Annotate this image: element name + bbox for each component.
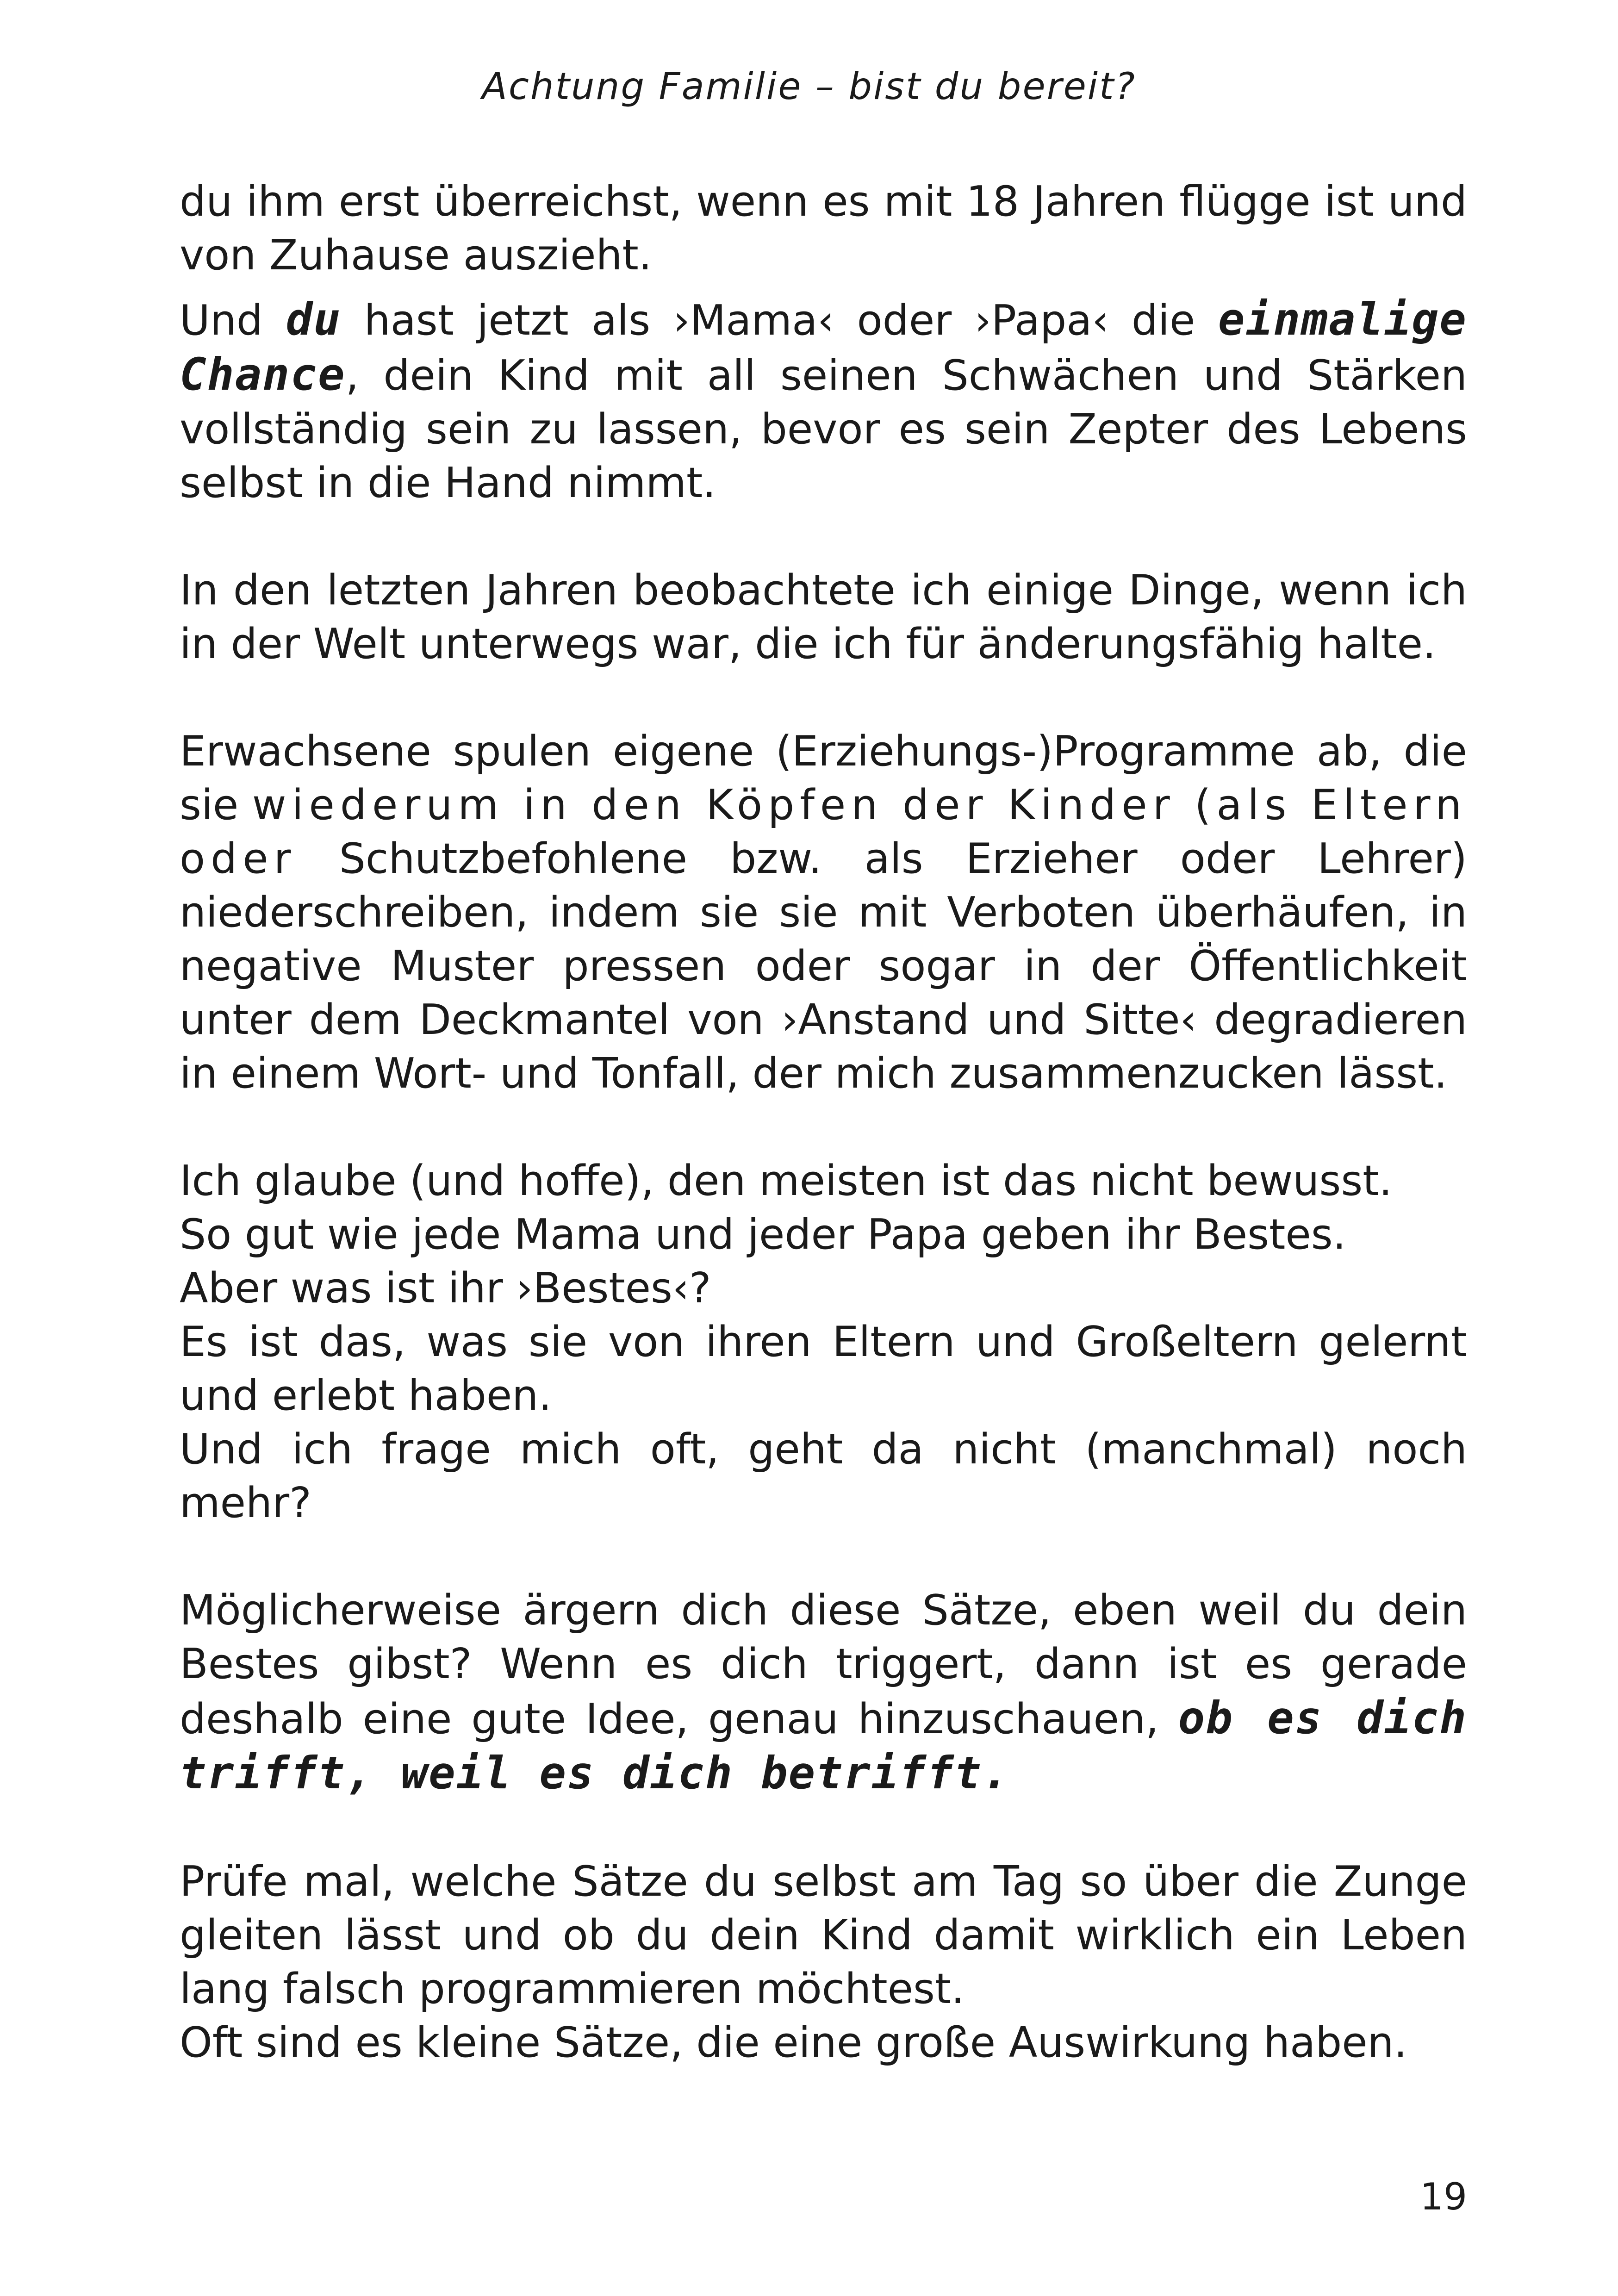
paragraph-4-spaced-line: wiederum in den Köpfen der Kinder (als Eltern oder	[180, 781, 1468, 883]
paragraph-1: du ihm erst überreichst, wenn es mit 18 Jahren flügge ist und von Zuhause auszieht.	[180, 177, 1467, 280]
body-text	[180, 175, 1467, 2070]
paragraph-5-line-3: Aber was ist ihr ›Bestes‹?	[180, 1264, 711, 1313]
paragraph-4-text-b: Schutzbefohlene bzw. als Erzieher oder Lehrer) niederschreiben, indem sie sie mit Verboten überhäufen, in negative Muster pressen oder sogar in der Öffentlichkeit unter dem Deckmantel von ›Anstand und Sitte‹ degradieren in einem Wort- und Tonfall, der mich zusammenzucken lässt.	[180, 834, 1467, 1098]
paragraph-4-text-a: Erwachsene spulen eigene (Erziehungs-)Programme ab, die sie	[180, 727, 1467, 829]
paragraph-5-line-1: Ich glaube (und hoffe), den meisten ist das nicht bewusst.	[180, 1157, 1393, 1205]
handwritten-emphasis-betrifft: ob es dich trifft, weil es dich betrifft.	[180, 1692, 1468, 1799]
paragraph-7-line-2: Oft sind es kleine Sätze, die eine große Auswirkung haben.	[180, 2018, 1407, 2067]
paragraph-2-text-a: Und	[180, 296, 286, 345]
paragraph-2-text-c: , dein Kind mit all seinen Schwächen und Stärken vollständig sein zu lassen, bevor es sein Zepter des Lebens selbst in die Hand nimmt.	[180, 351, 1467, 507]
paragraph-3: In den letzten Jahren beobachtete ich einige Dinge, wenn ich in der Welt unterwegs war, die ich für änderungsfähig halte.	[180, 566, 1467, 668]
running-header: Achtung Familie – bist du bereit?	[482, 65, 1136, 108]
paragraph-5-line-4: Es ist das, was sie von ihren Eltern und Großeltern gelernt und erlebt haben.	[180, 1318, 1467, 1420]
paragraph-6	[180, 1584, 1467, 1801]
paragraph-2-text-b: hast jetzt als ›Mama‹ oder ›Papa‹ die	[341, 296, 1218, 345]
paragraph-6-text: Möglicherweise ärgern dich diese Sätze, eben weil du dein Bestes gibst? Wenn es dich triggert, dann ist es gerade deshalb eine gute Idee, genau hinzuschauen,	[180, 1586, 1467, 1743]
handwritten-emphasis-du: du	[286, 293, 342, 345]
paragraph-5-line-5: Und ich frage mich oft, geht da nicht (manchmal) noch mehr?	[180, 1425, 1467, 1527]
page-number: 19	[1420, 2175, 1467, 2218]
paragraph-2	[180, 292, 1467, 510]
handwritten-emphasis-chance: einmalige Chance	[180, 293, 1467, 400]
paragraph-4	[180, 725, 1467, 1101]
paragraph-5-line-2: So gut wie jede Mama und jeder Papa geben ihr Bestes.	[180, 1210, 1346, 1259]
paragraph-7-line-1: Prüfe mal, welche Sätze du selbst am Tag so über die Zunge gleiten lässt und ob du dein Kind damit wirklich ein Leben lang falsch programmieren möchtest.	[180, 1857, 1467, 2013]
